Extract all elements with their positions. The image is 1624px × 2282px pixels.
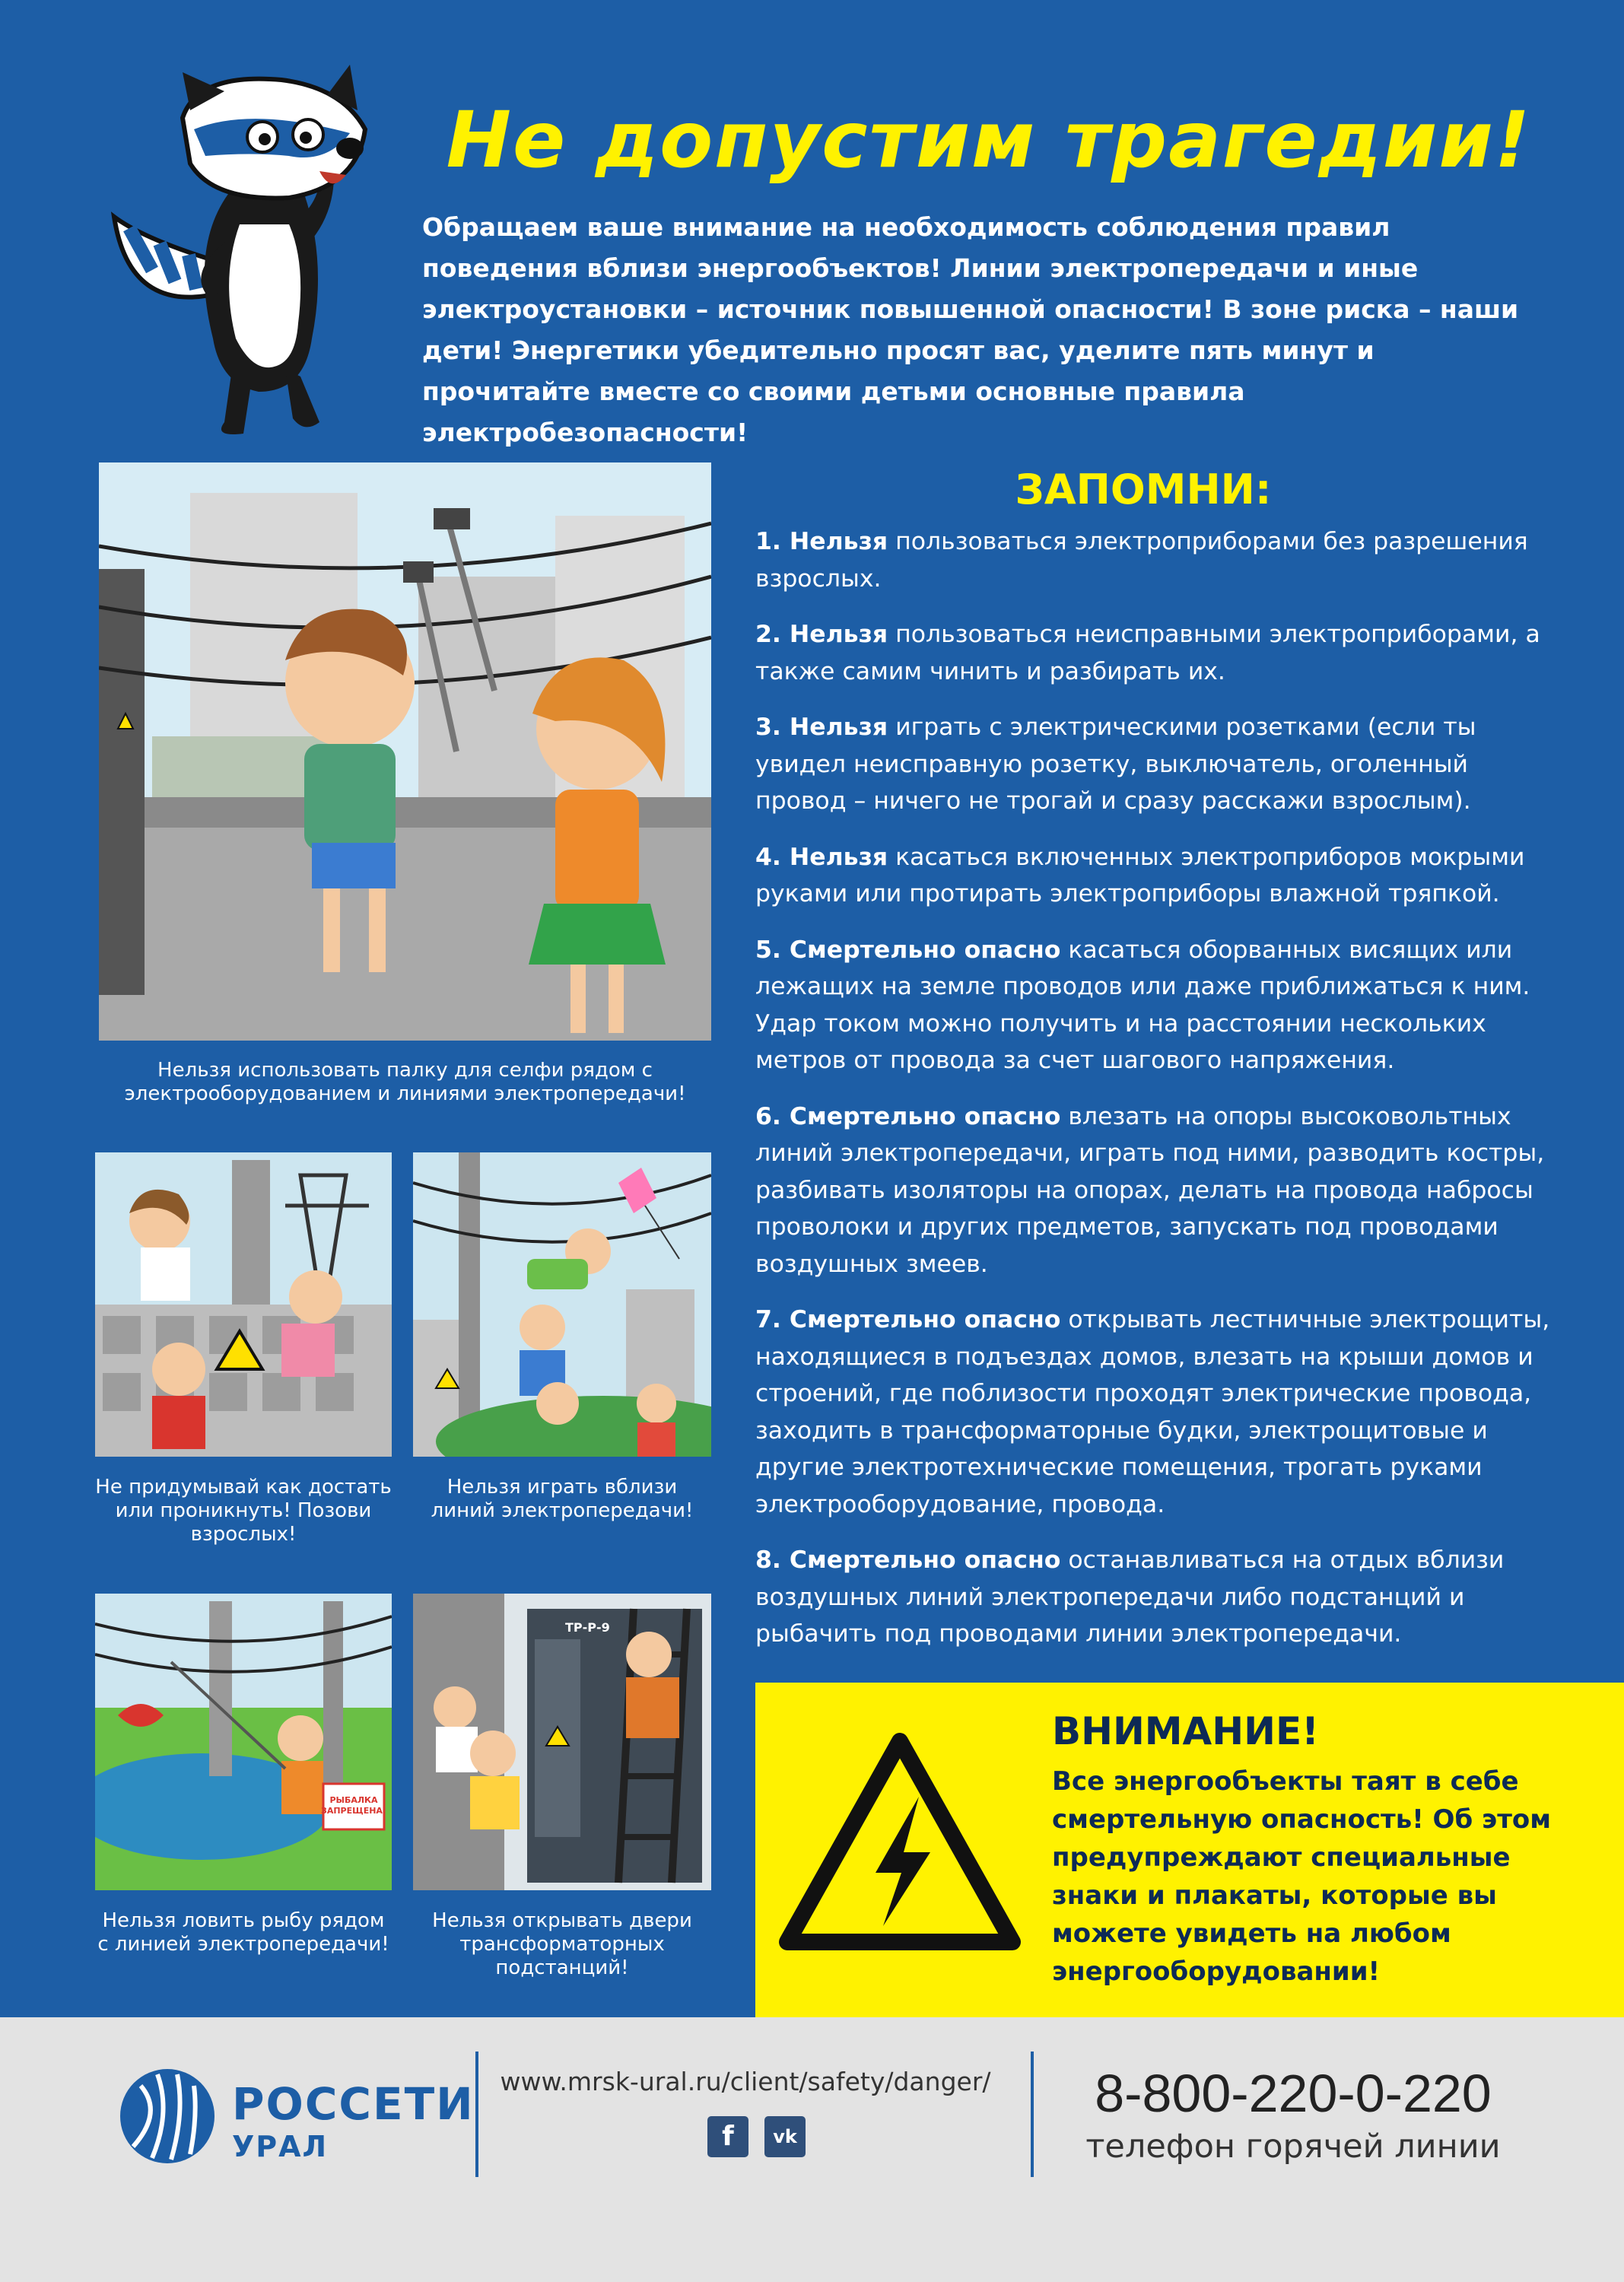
caption-selfie-stick: Нельзя использовать палку для селфи рядом с электрооборудованием и линиями электропередачи! [124,1059,686,1105]
rule-text: касаться включенных электроприборов мокрыми руками или протирать электроприборы влажной тряпкой. [755,843,1525,907]
warning-box [755,1683,1624,2017]
rule-item [755,932,1554,1079]
illustration-kite-power-lines [413,1152,711,1457]
illustration-fishing [95,1594,392,1890]
warning-title: ВНИМАНИЕ! [1052,1709,1319,1753]
rule-item [755,709,1554,820]
illustration-transformer-doors [413,1594,711,1890]
rule-lead: 3. Нельзя [755,714,888,741]
hotline-phone[interactable]: 8-800-220-0-220 [1095,2064,1492,2123]
rosseti-logo-icon [118,2067,217,2166]
fishing-ban-sign-line-2: ЗАПРЕЩЕНА! [321,1806,386,1816]
illustration-selfie-stick [99,462,711,1041]
rule-text: влезать на опоры высоковольтных линий электропередачи, играть под ними, разводить костры, разбивать изоляторы на опорах, делать на провода набросы проволоки и других предметов, запускать под проводами воздушных змеев. [755,1102,1545,1278]
rule-text: касаться оборванных висящих или лежащих на земле проводов или даже приближаться к ним. Удар током можно получить и на расстоянии нескольких метров от провода за счет шагового напряжения. [755,936,1530,1074]
page-title: Не допустим трагедии! [446,95,1532,186]
rule-text: открывать лестничные электрощиты, находящиеся в подъездах домов, влезать на крыши домов и строений, где поблизости проходят электрические провода, заходить в трансформаторные будки, электрощитовые и другие электротехнические помещения, трогать руками электрооборудование, провода. [755,1306,1550,1518]
fishing-ban-sign-line-1: РЫБАЛКА [329,1795,378,1805]
rule-text: пользоваться электроприборами без разрешения взрослых. [755,528,1528,593]
rule-lead: 1. Нельзя [755,528,888,555]
facebook-icon[interactable]: f [707,2116,748,2157]
illustration-substation-fence [95,1152,392,1457]
rules-list [755,523,1554,1672]
rule-lead: 6. Смертельно опасно [755,1102,1061,1130]
safety-url-link[interactable]: www.mrsk-ural.ru/client/safety/danger/ [500,2067,991,2096]
rule-text: играть с электрическими розетками (если ты увидел неисправную розетку, выключатель, оголенный провод – ничего не трогай и сразу расскажи взрослым). [755,714,1476,815]
warning-text: Все энергообъекты таят в себе смертельную опасность! Об этом предупреждают специальные знаки и плакаты, которые вы можете увидеть на любом энергооборудовании! [1052,1766,1552,1987]
tp-label: ТР-Р-9 [565,1620,610,1635]
vk-icon[interactable]: vk [764,2116,806,2157]
rule-lead: 2. Нельзя [755,621,888,648]
rule-text: останавливаться на отдых вблизи воздушных линий электропередачи либо подстанций и рыбачить под проводами линии электропередачи. [755,1546,1505,1648]
high-voltage-warning-icon [778,1732,1022,1953]
rule-item [755,1098,1554,1283]
hotline-label: телефон горячей линии [1085,2128,1501,2166]
rule-lead: 8. Смертельно опасно [755,1546,1061,1574]
caption-fishing: Нельзя ловить рыбу рядом с линией электропередачи! [97,1909,389,1956]
caption-substation-fence: Не придумывай как достать или проникнуть! Позови взрослых! [95,1476,392,1546]
raccoon-mascot-icon [99,65,434,445]
fishing-ban-sign [321,1795,386,1816]
rule-item [755,839,1554,913]
rule-item [755,616,1554,690]
rule-lead: 4. Нельзя [755,843,888,871]
rule-item [755,1302,1554,1523]
footer-divider [1031,2052,1034,2177]
logo-subtitle: УРАЛ [232,2130,329,2163]
logo-name: РОССЕТИ [232,2078,475,2130]
caption-kite-power-lines: Нельзя играть вблизи линий электропередачи! [431,1476,694,1522]
remember-heading: ЗАПОМНИ: [1015,466,1272,513]
rule-item [755,1542,1554,1653]
footer [0,2017,1624,2282]
rule-text: пользоваться неисправными электроприборами, а также самим чинить и разбирать их. [755,621,1540,685]
rule-lead: 5. Смертельно опасно [755,936,1061,964]
intro-text: Обращаем ваше внимание на необходимость соблюдения правил поведения вблизи энергообъектов! Линии электропередачи и иные электроустановки – источник повышенной опасности! В зоне риска – наши дети! Энергетики убедительно просят вас, уделите пять минут и прочитайте вместе со своими детьми основные правила электробезопасности! [422,212,1519,447]
rule-item [755,523,1554,597]
rule-lead: 7. Смертельно опасно [755,1306,1061,1333]
caption-transformer-doors: Нельзя открывать двери трансформаторных подстанций! [432,1909,692,1979]
